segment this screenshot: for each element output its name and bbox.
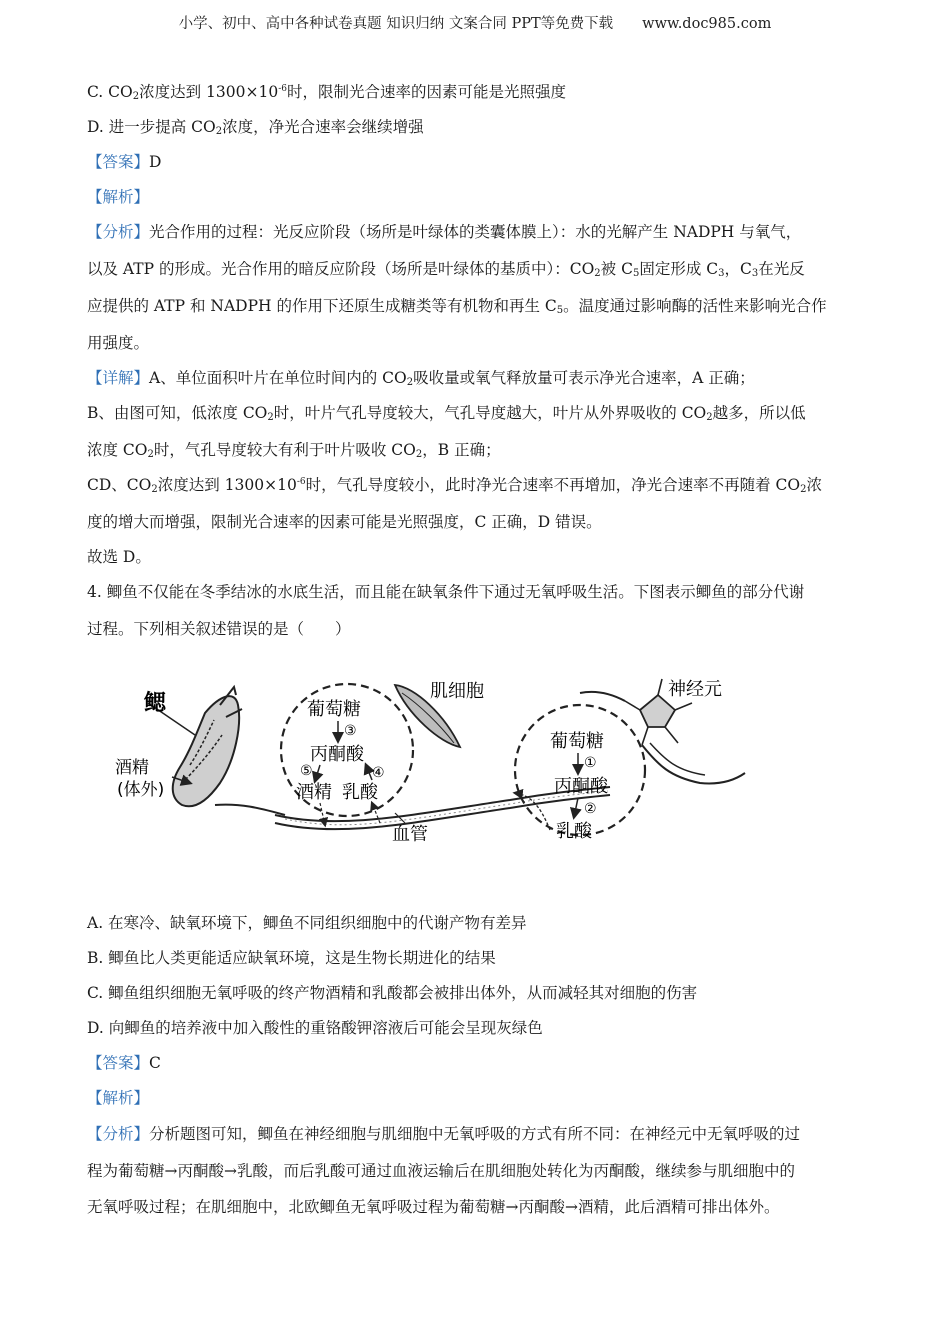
arrow-5: [315, 765, 320, 781]
xiangjie-line-6: 故选 D。: [87, 548, 151, 566]
left-glucose: 葡萄糖: [307, 699, 361, 720]
answer-line-2: 【答案】C: [87, 1054, 161, 1072]
fenxi-2-line-2: 程为葡萄糖→丙酮酸→乳酸，而后乳酸可通过血液运输后在肌细胞处转化为丙酮酸，继续参与肌细胞中的: [87, 1162, 795, 1180]
answer-line-1: 【答案】D: [87, 153, 162, 171]
right-pyruvate: 丙酮酸: [554, 776, 608, 797]
xiangjie-line-5: 度的增大而增强，限制光合速率的因素可能是光照强度，C 正确，D 错误。: [87, 513, 602, 531]
muscle-cell-label: 肌细胞: [430, 681, 484, 702]
arrow-2: [574, 798, 578, 817]
page-header: 小学、初中、高中各种试卷真题 知识归纳 文案合同 PPT等免费下载 www.doc985.com: [178, 16, 772, 32]
option-b: B. 鲫鱼比人类更能适应缺氧环境，这是生物长期进化的结果: [87, 949, 496, 967]
left-alcohol: 酒精: [296, 782, 332, 803]
gill-drawing: [173, 687, 285, 815]
xiangjie-line-2: B、由图可知，低浓度 $CO_2$时，叶片气孔导度较大，气孔导度越大，叶片从外界吸收的 $CO_2$越多，所以低: [87, 404, 806, 423]
metabolism-figure: [110, 665, 750, 855]
option-a: A. 在寒冷、缺氧环境下，鲫鱼不同组织细胞中的代谢产物有差异: [87, 914, 527, 932]
neuron-label: 神经元: [668, 679, 722, 700]
option-c-prev: C. $CO_2$浓度达到 $1300\times 10^{-6}$时，限制光合速率的因素可能是光照强度: [87, 83, 566, 102]
neuron-circle: [515, 705, 645, 835]
step-4: ④: [372, 765, 385, 781]
blood-vessel-label: 血管: [392, 824, 428, 845]
analysis-tag-1: 【解析】: [87, 188, 150, 206]
step-1: ①: [584, 755, 597, 771]
right-glucose: 葡萄糖: [550, 731, 604, 752]
outside-label: (体外): [117, 780, 165, 800]
left-lactic: 乳酸: [342, 782, 378, 803]
option-c: C. 鲫鱼组织细胞无氧呼吸的终产物酒精和乳酸都会被排出体外，从而减轻其对细胞的伤害: [87, 984, 698, 1002]
question-4-line-2: 过程。下列相关叙述错误的是（ ）: [87, 620, 351, 638]
gill-label: 鳃: [144, 691, 167, 716]
step-2: ②: [584, 801, 597, 817]
alcohol-body-label: 酒精: [115, 758, 149, 778]
option-d: D. 向鲫鱼的培养液中加入酸性的重铬酸钾溶液后可能会呈现灰绿色: [87, 1019, 543, 1037]
left-pyruvate: 丙酮酸: [310, 744, 364, 765]
xiangjie-line-1: 【详解】A、单位面积叶片在单位时间内的 $CO_2$吸收量或氧气释放量可表示净光合速率，A 正确；: [87, 369, 755, 388]
fenxi-1-line-1: 【分析】光合作用的过程：光反应阶段（场所是叶绿体的类囊体膜上）：水的光解产生 NADPH 与氧气，: [87, 223, 802, 241]
fenxi-1-line-4: 用强度。: [87, 334, 150, 352]
fenxi-1-line-3: 应提供的 ATP 和 NADPH 的作用下还原生成糖类等有机物和再生 $C_5$。温度通过影响酶的活性来影响光合作: [87, 297, 827, 316]
right-lactic: 乳酸: [556, 821, 592, 842]
vessel-pointer: [395, 813, 405, 823]
xiangjie-line-4: CD、$CO_2$浓度达到 $1300\times 10^{-6}$时，气孔导度较小，此时净光合速率不再增加，净光合速率不再随着 $CO_2$浓: [87, 476, 822, 495]
question-4-line-1: 4. 鲫鱼不仅能在冬季结冰的水底生活，而且能在缺氧条件下通过无氧呼吸生活。下图表示鲫鱼的部分代谢: [87, 583, 805, 601]
fenxi-2-line-3: 无氧呼吸过程；在肌细胞中，北欧鲫鱼无氧呼吸过程为葡萄糖→丙酮酸→酒精，此后酒精可排出体外。: [87, 1198, 780, 1216]
option-d-prev: D. 进一步提高 $CO_2$浓度，净光合速率会继续增强: [87, 118, 424, 137]
answer-tag: 【答案】: [87, 153, 150, 171]
step-3: ③: [344, 723, 357, 739]
step-5: ⑤: [300, 763, 313, 779]
xiangjie-line-3: 浓度 $CO_2$时，气孔导度较大有利于叶片吸收 $CO_2$，B 正确；: [87, 441, 501, 460]
fenxi-1-line-2: 以及 ATP 的形成。光合作用的暗反应阶段（场所是叶绿体的基质中）：$CO_2$被 $C_5$固定形成 $C_3$，$C_3$在光反: [87, 260, 805, 279]
analysis-tag-2: 【解析】: [87, 1089, 150, 1107]
fenxi-2-line-1: 【分析】分析题图可知，鲫鱼在神经细胞与肌细胞中无氧呼吸的方式有所不同：在神经元中无氧呼吸的过: [87, 1125, 801, 1143]
